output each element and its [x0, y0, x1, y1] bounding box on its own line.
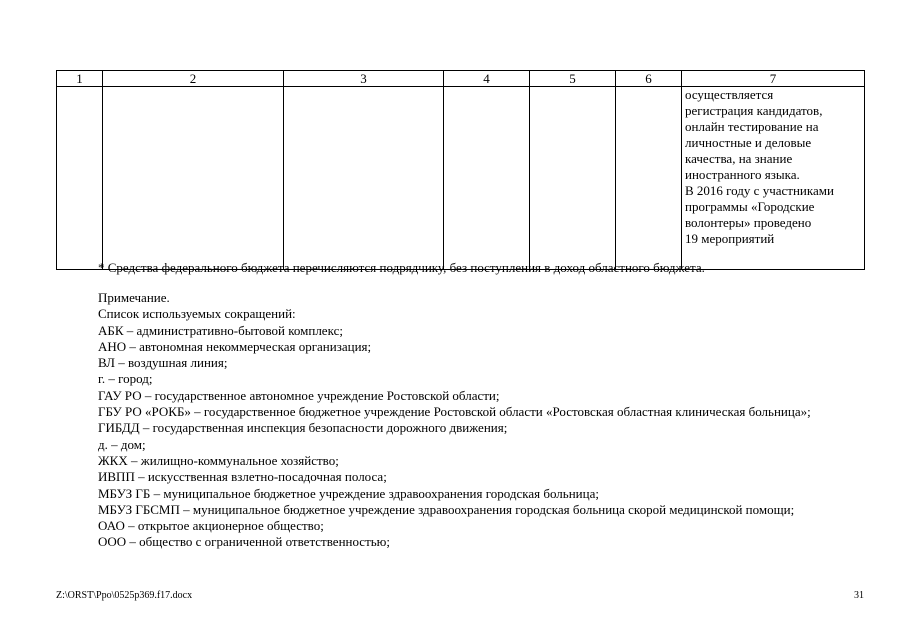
abbreviation-item: АБК – административно-бытовой комплекс; [98, 322, 343, 338]
cell-line: регистрация кандидатов, [685, 103, 823, 118]
table-row [57, 87, 865, 270]
abbreviation-item: ГАУ РО – государственное автономное учреждение Ростовской области; [98, 387, 500, 403]
column-number-4: 4 [444, 71, 530, 87]
table-cell-6 [616, 87, 682, 270]
table-header-row [57, 71, 865, 87]
abbreviation-item: МБУЗ ГБ – муниципальное бюджетное учреждение здравоохранения городская больница; [98, 485, 599, 501]
abbreviation-item: АНО – автономная некоммерческая организация; [98, 338, 372, 354]
abbreviation-item: г. – город; [98, 371, 153, 387]
file-path: Z:\ORST\Ppo\0525p369.f17.docx [56, 590, 193, 601]
cell-line: онлайн тестирование на [685, 119, 819, 134]
abbreviation-item: ИВПП – искусственная взлетно-посадочная полоса; [98, 469, 387, 485]
table-cell-3 [284, 87, 444, 270]
column-number-1: 1 [57, 71, 103, 87]
page-number: 31 [854, 590, 864, 601]
notes-title: Примечание. [98, 290, 170, 305]
cell-line: 19 мероприятий [685, 231, 775, 246]
column-number-3: 3 [284, 71, 444, 87]
table-cell-5 [530, 87, 616, 270]
abbreviation-item: ЖКХ – жилищно-коммунальное хозяйство; [98, 452, 339, 468]
cell-line: иностранного языка. [685, 167, 800, 182]
abbreviation-item: ОАО – открытое акционерное общество; [98, 518, 324, 534]
column-number-2: 2 [103, 71, 284, 87]
cell-line: программы «Городские [685, 199, 815, 214]
cell-line: осуществляется [685, 87, 774, 102]
abbreviation-item: ГИБДД – государственная инспекция безопасности дорожного движения; [98, 420, 508, 436]
cell-line: личностные и деловые [685, 135, 812, 150]
abbreviation-item: ООО – общество с ограниченной ответственностью; [98, 534, 391, 550]
abbreviation-item: д. – дом; [98, 436, 146, 452]
cell-line: волонтеры» проведено [685, 215, 812, 230]
column-number-6: 6 [616, 71, 682, 87]
abbreviation-item: ГБУ РО «РОКБ» – государственное бюджетное учреждение Ростовской области «Ростовская областная клиническая больница»; [98, 404, 811, 420]
column-number-5: 5 [530, 71, 616, 87]
footnote: * Средства федерального бюджета перечисляются подрядчику, без поступления в доход областного бюджета. [98, 260, 705, 275]
table-cell-4 [444, 87, 530, 270]
table-cell-7 [682, 87, 865, 270]
cell-line: качества, на знание [685, 151, 793, 166]
notes-intro: Список используемых сокращений: [98, 306, 296, 322]
cell-line: В 2016 году с участниками [685, 183, 834, 198]
abbreviation-item: ВЛ – воздушная линия; [98, 355, 228, 371]
column-number-7: 7 [682, 71, 865, 87]
measures-table [56, 70, 865, 270]
table-cell-1 [57, 87, 103, 270]
abbreviations-notes [56, 290, 864, 551]
table-cell-2 [103, 87, 284, 270]
abbreviation-item: МБУЗ ГБСМП – муниципальное бюджетное учреждение здравоохранения городская больница скорой медицинской помощи; [98, 501, 795, 517]
